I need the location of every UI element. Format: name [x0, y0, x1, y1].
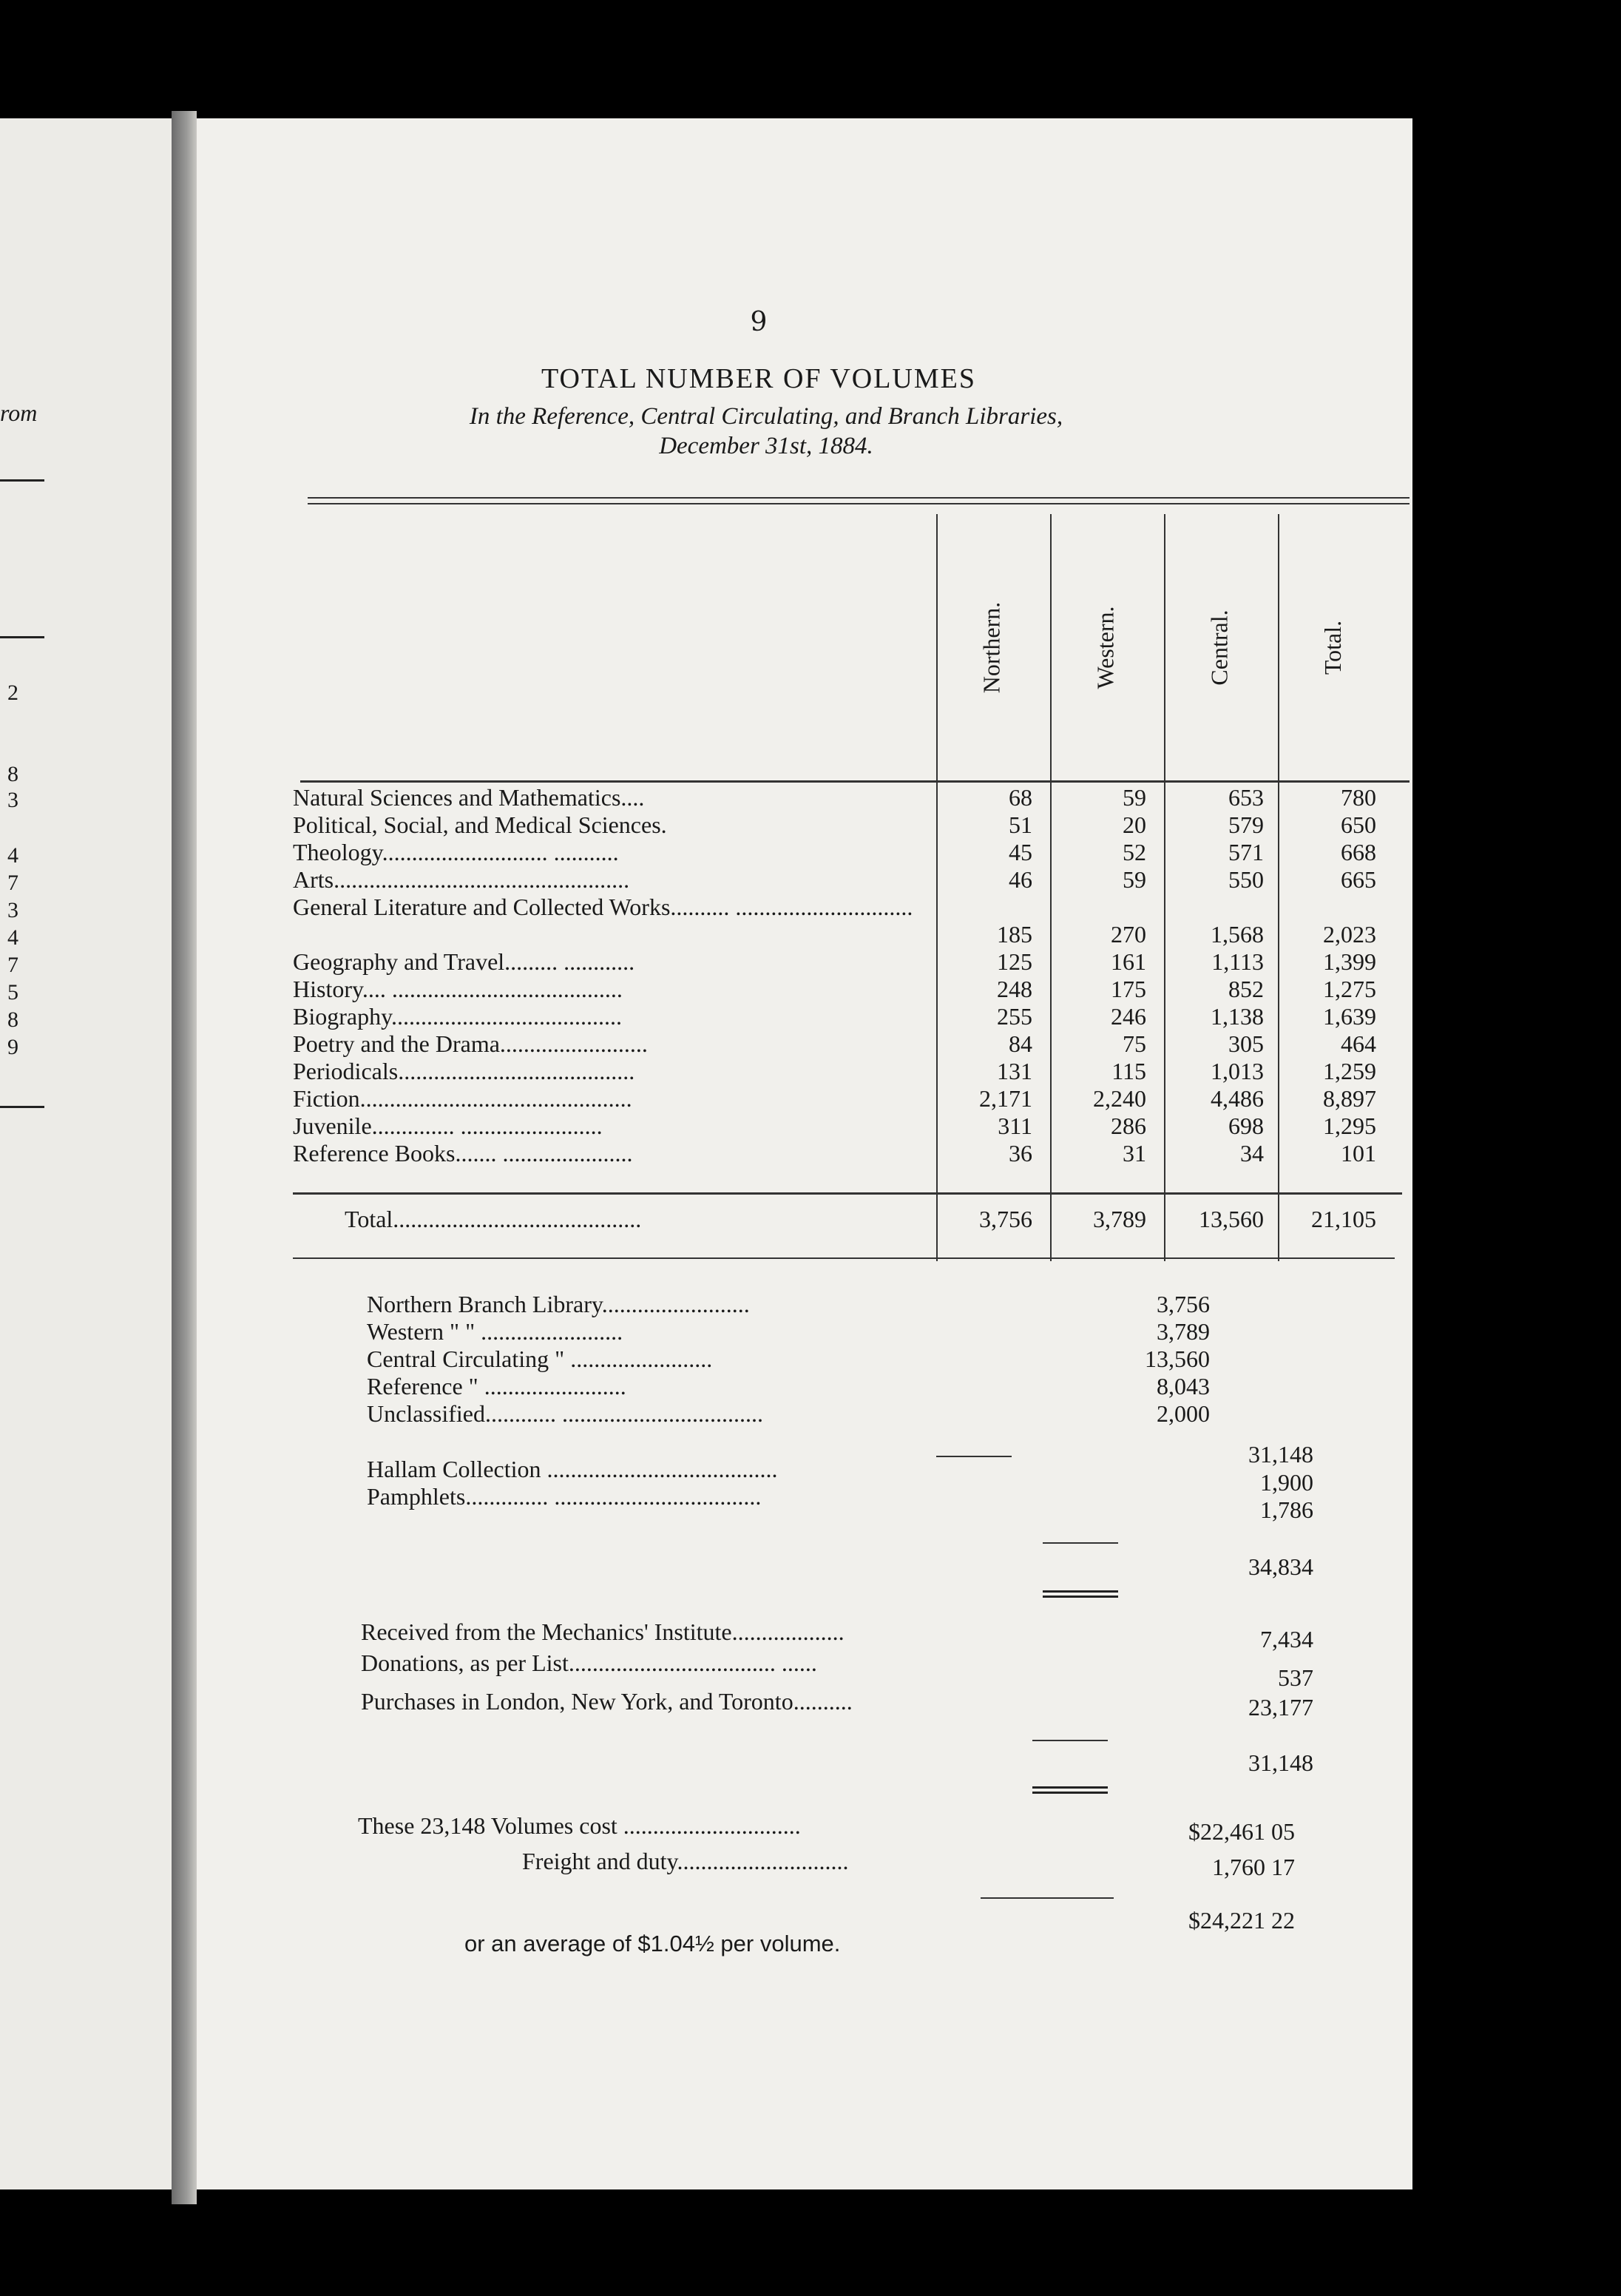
cell-total: 2,023 — [1323, 921, 1376, 948]
cell-northern: 45 — [1009, 839, 1032, 865]
left-fragment-number: 7 — [7, 953, 18, 977]
grand-total: 34,834 — [1248, 1553, 1313, 1580]
page-title: TOTAL NUMBER OF VOLUMES — [541, 363, 977, 394]
cost-line-2-label: Freight and duty............................. — [522, 1848, 849, 1874]
row-category: Periodicals........................................ — [293, 1058, 635, 1084]
table-total-row — [293, 1206, 1412, 1233]
table-top-rule — [308, 503, 1410, 504]
left-fragment-number: 8 — [7, 762, 18, 786]
cell-central: 579 — [1228, 811, 1264, 838]
branch-item-label: Central Circulating " ........................ — [367, 1345, 713, 1372]
extra-item-label: Pamphlets.............. ................................... — [367, 1483, 762, 1510]
cell-western: 52 — [1123, 839, 1146, 865]
cell-central: 571 — [1228, 839, 1264, 865]
branch-item-value: 3,789 — [1157, 1318, 1210, 1345]
left-fragment-number: 3 — [7, 788, 18, 812]
left-fragment-number: 4 — [7, 925, 18, 950]
source-item-label: Received from the Mechanics' Institute................... — [361, 1618, 845, 1645]
row-category: Natural Sciences and Mathematics.... — [293, 784, 645, 811]
cell-northern: 84 — [1009, 1030, 1032, 1057]
sources-double-rule — [1032, 1786, 1108, 1794]
branch-item-value: 2,000 — [1157, 1400, 1210, 1427]
page — [197, 118, 1412, 2189]
cell-western: 31 — [1123, 1140, 1146, 1166]
cell-northern: 131 — [997, 1058, 1032, 1084]
cell-total: 1,639 — [1323, 1003, 1376, 1030]
cell-central: 4,486 — [1211, 1085, 1264, 1112]
cell-northern: 255 — [997, 1003, 1032, 1030]
table-row — [293, 1112, 1412, 1140]
cell-western: 20 — [1123, 811, 1146, 838]
cell-western: 115 — [1111, 1058, 1146, 1084]
cost-average: or an average of $1.04½ per volume. — [464, 1931, 841, 1956]
total-western: 3,789 — [1093, 1206, 1146, 1232]
table-row — [293, 1003, 1412, 1030]
page-number: 9 — [750, 307, 768, 337]
cell-central: 653 — [1228, 784, 1264, 811]
cell-northern: 125 — [997, 948, 1032, 975]
row-category: Reference Books....... ...................... — [293, 1140, 633, 1166]
cost-total-rule — [981, 1897, 1114, 1899]
cell-central: 1,138 — [1211, 1003, 1264, 1030]
row-category: Biography....................................... — [293, 1003, 623, 1030]
grand-total-double-rule — [1043, 1590, 1118, 1598]
cell-total: 8,897 — [1323, 1085, 1376, 1112]
table-row — [293, 1140, 1412, 1167]
branch-item-label: Northern Branch Library......................... — [367, 1291, 750, 1317]
table-row — [293, 811, 1412, 839]
left-rule — [0, 636, 44, 638]
row-category: Arts.................................................. — [293, 866, 630, 893]
source-item-value: 537 — [1278, 1664, 1313, 1691]
cost-line-1-label: These 23,148 Volumes cost .............................. — [358, 1812, 801, 1839]
cell-total: 1,295 — [1323, 1112, 1376, 1139]
left-page-edge — [0, 118, 172, 2189]
branch-item-label: Western " " ........................ — [367, 1318, 623, 1345]
left-fragment-number: 5 — [7, 980, 18, 1004]
cell-northern: 46 — [1009, 866, 1032, 893]
cell-central: 1,013 — [1211, 1058, 1264, 1084]
row-category: Political, Social, and Medical Sciences. — [293, 811, 667, 838]
row-category: Theology............................ ........... — [293, 839, 619, 865]
cell-total: 1,399 — [1323, 948, 1376, 975]
cell-western: 59 — [1123, 866, 1146, 893]
cell-northern: 2,171 — [979, 1085, 1032, 1112]
table-row — [293, 976, 1412, 1003]
cell-western: 59 — [1123, 784, 1146, 811]
cell-northern: 185 — [997, 921, 1032, 948]
column-header-western: Western. — [1092, 605, 1119, 689]
cell-central: 34 — [1240, 1140, 1264, 1166]
table-row — [293, 839, 1412, 866]
cell-total: 1,259 — [1323, 1058, 1376, 1084]
table-bottom-rule — [293, 1257, 1395, 1259]
table-row — [293, 1058, 1412, 1085]
grand-total-rule — [1043, 1542, 1118, 1544]
cell-total: 780 — [1341, 784, 1376, 811]
total-northern: 3,756 — [979, 1206, 1032, 1232]
cell-western: 75 — [1123, 1030, 1146, 1057]
column-header-total: Total. — [1319, 620, 1347, 675]
cost-total: $24,221 22 — [1188, 1907, 1295, 1934]
cell-northern: 36 — [1009, 1140, 1032, 1166]
cell-total: 101 — [1341, 1140, 1376, 1166]
branch-item-value: 13,560 — [1145, 1345, 1210, 1372]
left-fragment-number: 7 — [7, 871, 18, 895]
table-row — [293, 1085, 1412, 1112]
extra-item-value: 1,786 — [1260, 1496, 1313, 1523]
cell-northern: 51 — [1009, 811, 1032, 838]
cell-central: 1,113 — [1211, 948, 1264, 975]
cell-total: 1,275 — [1323, 976, 1376, 1002]
cell-northern: 311 — [998, 1112, 1032, 1139]
cell-central: 698 — [1228, 1112, 1264, 1139]
row-category: History.... ....................................... — [293, 976, 623, 1002]
column-header-central: Central. — [1205, 609, 1233, 686]
row-category: Poetry and the Drama......................... — [293, 1030, 648, 1057]
left-fragment-number: 9 — [7, 1035, 18, 1059]
sources-total: 31,148 — [1248, 1749, 1313, 1776]
book-gutter — [172, 111, 197, 2204]
table-row — [293, 1030, 1412, 1058]
cell-western: 246 — [1111, 1003, 1146, 1030]
branch-item-value: 3,756 — [1157, 1291, 1210, 1317]
cell-central: 305 — [1228, 1030, 1264, 1057]
total-label: Total.......................................... — [345, 1206, 642, 1232]
subtotal-rule — [936, 1456, 1012, 1457]
extra-item-value: 1,900 — [1260, 1469, 1313, 1496]
cell-western: 2,240 — [1093, 1085, 1146, 1112]
left-rule — [0, 1106, 44, 1108]
row-category: Fiction.............................................. — [293, 1085, 632, 1112]
cell-total: 650 — [1341, 811, 1376, 838]
cell-northern: 248 — [997, 976, 1032, 1002]
table-row — [293, 866, 1412, 894]
sources-total-rule — [1032, 1740, 1108, 1741]
cell-central: 550 — [1228, 866, 1264, 893]
table-row — [293, 948, 1412, 976]
cell-western: 175 — [1111, 976, 1146, 1002]
row-category: General Literature and Collected Works.......... .............................. — [293, 894, 913, 920]
source-item-value: 23,177 — [1248, 1694, 1313, 1721]
subtitle-line-2: December 31st, 1884. — [659, 433, 873, 459]
table-top-rule — [308, 497, 1410, 499]
left-fragment-number: 8 — [7, 1007, 18, 1032]
column-header-northern: Northern. — [978, 601, 1005, 693]
source-item-label: Donations, as per List................................... ...... — [361, 1650, 817, 1676]
total-central: 13,560 — [1199, 1206, 1264, 1232]
table-row — [293, 894, 1412, 948]
cost-line-2-value: 1,760 17 — [1212, 1854, 1295, 1880]
cell-total: 665 — [1341, 866, 1376, 893]
branch-subtotal: 31,148 — [1248, 1441, 1313, 1468]
subtitle-line-1: In the Reference, Central Circulating, and Branch Libraries, — [469, 403, 1063, 430]
page-subtitle — [241, 402, 1291, 461]
left-fragment-number: 3 — [7, 898, 18, 922]
left-fragment-word: rom — [0, 399, 38, 426]
total-total: 21,105 — [1311, 1206, 1376, 1232]
cell-western: 286 — [1111, 1112, 1146, 1139]
extra-item-label: Hallam Collection ....................................... — [367, 1456, 778, 1482]
cell-central: 1,568 — [1211, 921, 1264, 948]
cost-line-1-value: $22,461 05 — [1188, 1818, 1295, 1845]
total-rule — [293, 1192, 1402, 1195]
left-fragment-number: 4 — [7, 843, 18, 868]
branch-item-label: Reference " ........................ — [367, 1373, 626, 1399]
cell-western: 161 — [1111, 948, 1146, 975]
left-fragment-number: 2 — [7, 681, 18, 705]
cell-western: 270 — [1111, 921, 1146, 948]
row-category: Juvenile.............. ........................ — [293, 1112, 603, 1139]
table-body — [293, 784, 1412, 1167]
branch-item-value: 8,043 — [1157, 1373, 1210, 1399]
branch-item-label: Unclassified............ .................................. — [367, 1400, 763, 1427]
cell-central: 852 — [1228, 976, 1264, 1002]
source-item-label: Purchases in London, New York, and Toronto.......... — [361, 1688, 853, 1715]
table-row — [293, 784, 1412, 811]
row-category: Geography and Travel......... ............ — [293, 948, 635, 975]
header-rule — [300, 780, 1410, 783]
left-rule — [0, 479, 44, 482]
table-total — [293, 1206, 1412, 1233]
cell-northern: 68 — [1009, 784, 1032, 811]
cell-total: 464 — [1341, 1030, 1376, 1057]
cell-total: 668 — [1341, 839, 1376, 865]
source-item-value: 7,434 — [1260, 1626, 1313, 1652]
